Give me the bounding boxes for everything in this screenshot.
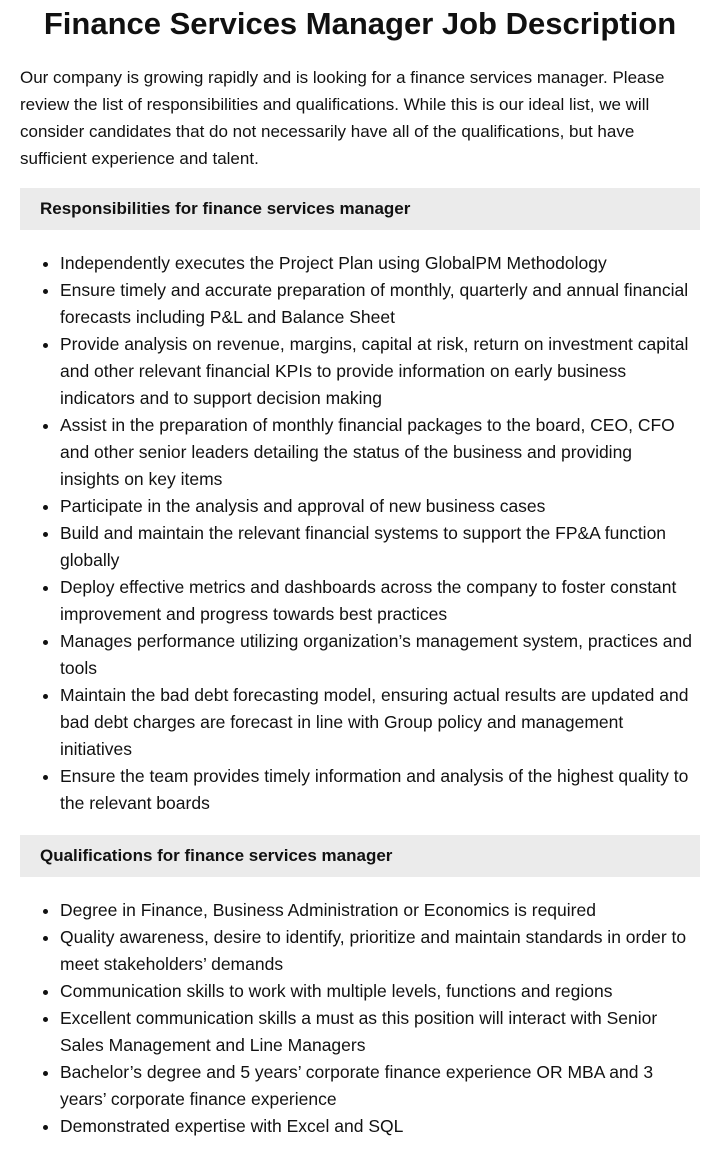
qualifications-heading: Qualifications for finance services manager [20,835,700,877]
list-item: • Demonstrated expertise with Excel and SQL [60,1113,700,1140]
responsibilities-list [20,250,700,817]
responsibilities-heading: Responsibilities for finance services manager [20,188,700,230]
list-item: • Degree in Finance, Business Administration or Economics is required [60,897,700,924]
list-item: • Ensure the team provides timely information and analysis of the highest quality to the relevant boards [60,763,700,817]
list-item: • Build and maintain the relevant financial systems to support the FP&A function globally [60,520,700,574]
list-item: • Quality awareness, desire to identify, prioritize and maintain standards in order to meet stakeholders’ demands [60,924,700,978]
list-item: • Manages performance utilizing organization’s management system, practices and tools [60,628,700,682]
page-title: Finance Services Manager Job Description [43,6,677,41]
list-item: • Independently executes the Project Plan using GlobalPM Methodology [60,250,700,277]
list-item: • Communication skills to work with multiple levels, functions and regions [60,978,700,1005]
list-item: • Provide analysis on revenue, margins, capital at risk, return on investment capital and other relevant financial KPIs to provide information on early business indicators and to support decision making [60,331,700,412]
list-item: • Deploy effective metrics and dashboards across the company to foster constant improvement and progress towards best practices [60,574,700,628]
list-item: • Assist in the preparation of monthly financial packages to the board, CEO, CFO and other senior leaders detailing the status of the business and providing insights on key items [60,412,700,493]
qualifications-list [20,897,700,1140]
list-item: • Participate in the analysis and approval of new business cases [60,493,700,520]
list-item: • Excellent communication skills a must as this position will interact with Senior Sales Management and Line Managers [60,1005,700,1059]
list-item: • Maintain the bad debt forecasting model, ensuring actual results are updated and bad debt charges are forecast in line with Group policy and management initiatives [60,682,700,763]
list-item: • Bachelor’s degree and 5 years’ corporate finance experience OR MBA and 3 years’ corporate finance experience [60,1059,700,1113]
intro-paragraph: Our company is growing rapidly and is looking for a finance services manager. Please review the list of responsibilities and qualifications. While this is our ideal list, we will consider candidates that do not necessarily have all of the qualifications, but have sufficient experience and talent. [20,68,665,168]
list-item: • Ensure timely and accurate preparation of monthly, quarterly and annual financial forecasts including P&L and Balance Sheet [60,277,700,331]
